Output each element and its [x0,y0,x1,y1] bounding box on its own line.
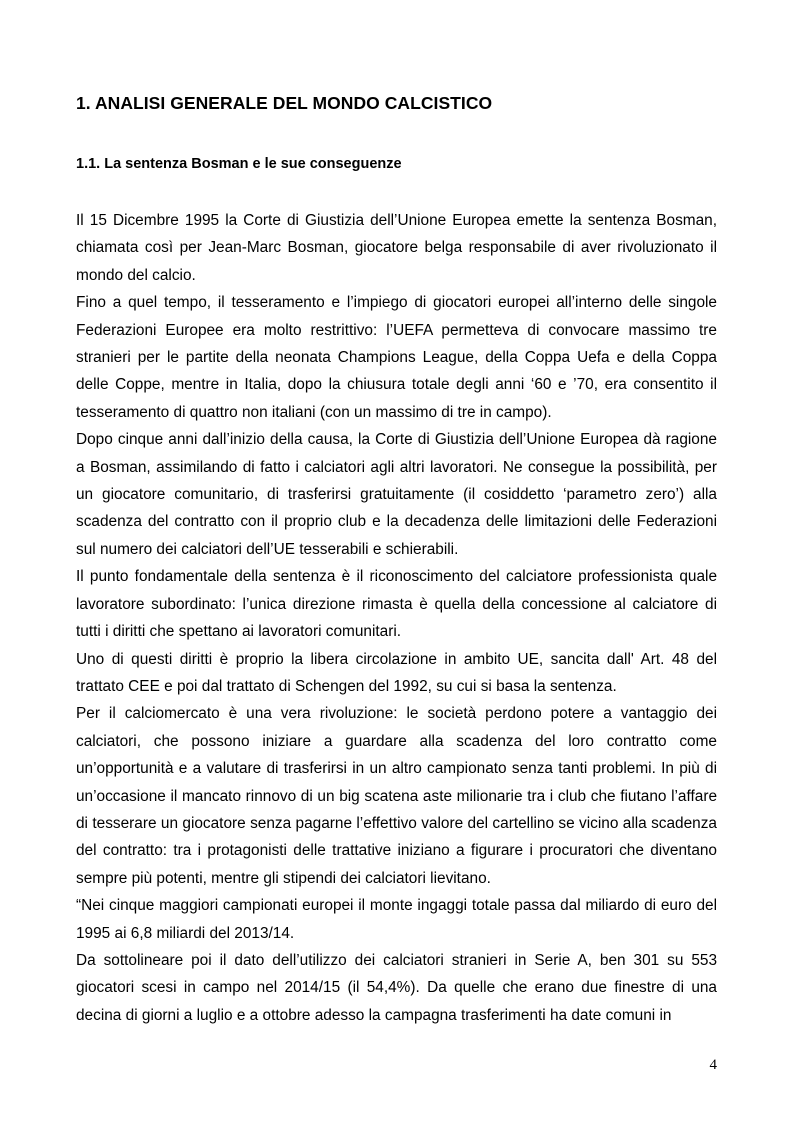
paragraph: “Nei cinque maggiori campionati europei il monte ingaggi totale passa dal miliardo di euro del 1995 ai 6,8 miliardi del 2013/14. [76,897,717,942]
body-text [76,207,717,1029]
paragraph: Per il calciomercato è una vera rivoluzione: le società perdono potere a vantaggio dei calciatori, che possono iniziare a guardare alla scadenza del loro contratto come un’opportunità e a valutare di trasferirsi in un altro campionato senza tanti problemi. In più di un’occasione il mancato rinnovo di un big scatena aste milionarie tra i club che fiutano l’affare di tesserare un giocatore senza pagarne l’effettivo valore del cartellino se vicino alla scadenza del contratto: tra i protagonisti delle trattative iniziano a figurare i procuratori che diventano sempre più potenti, mentre gli stipendi dei calciatori lievitano. [76,705,717,887]
paragraph: Fino a quel tempo, il tesseramento e l’impiego di giocatori europei all’interno delle singole Federazioni Europee era molto restrittivo: l’UEFA permetteva di convocare massimo tre stranieri per le partite della neonata Champions League, della Coppa Uefa e della Coppa delle Coppe, mentre in Italia, dopo la chiusura totale degli anni ‘60 e ’70, era consentito il tesseramento di quattro non italiani (con un massimo di tre in campo). [76,294,717,421]
paragraph: Da sottolineare poi il dato dell’utilizzo dei calciatori stranieri in Serie A, ben 301 su 553 giocatori scesi in campo nel 2014/15 (il 54,4%). Da quelle che erano due finestre di una decina di giorni a luglio e a ottobre adesso la campagna trasferimenti ha date comuni in [76,951,717,1024]
chapter-title: 1. ANALISI GENERALE DEL MONDO CALCISTICO [76,93,493,113]
page-number: 4 [709,1057,717,1073]
paragraph: Uno di questi diritti è proprio la libera circolazione in ambito UE, sancita dall' Art. 48 del trattato CEE e poi dal trattato di Schengen del 1992, su cui si basa la sentenza. [76,650,717,695]
section-title: 1.1. La sentenza Bosman e le sue conseguenze [76,156,402,172]
paragraph: Il punto fondamentale della sentenza è il riconoscimento del calciatore professionista quale lavoratore subordinato: l’unica direzione rimasta è quella della concessione al calciatore di tutti i diritti che spettano ai lavoratori comunitari. [76,568,717,641]
paragraph: Il 15 Dicembre 1995 la Corte di Giustizia dell’Unione Europea emette la sentenza Bosman, chiamata così per Jean-Marc Bosman, giocatore belga responsabile di aver rivoluzionato il mondo del calcio. [76,212,717,284]
paragraph: Dopo cinque anni dall’inizio della causa, la Corte di Giustizia dell’Unione Europea dà ragione a Bosman, assimilando di fatto i calciatori agli altri lavoratori. Ne consegue la possibilità, per un giocatore comunitario, di trasferirsi gratuitamente (il cosiddetto ‘parametro zero’) alla scadenza del contratto con il proprio club e la decadenza delle limitazioni delle Federazioni sul numero dei calciatori dell’UE tesserabili e schierabili. [76,431,717,558]
